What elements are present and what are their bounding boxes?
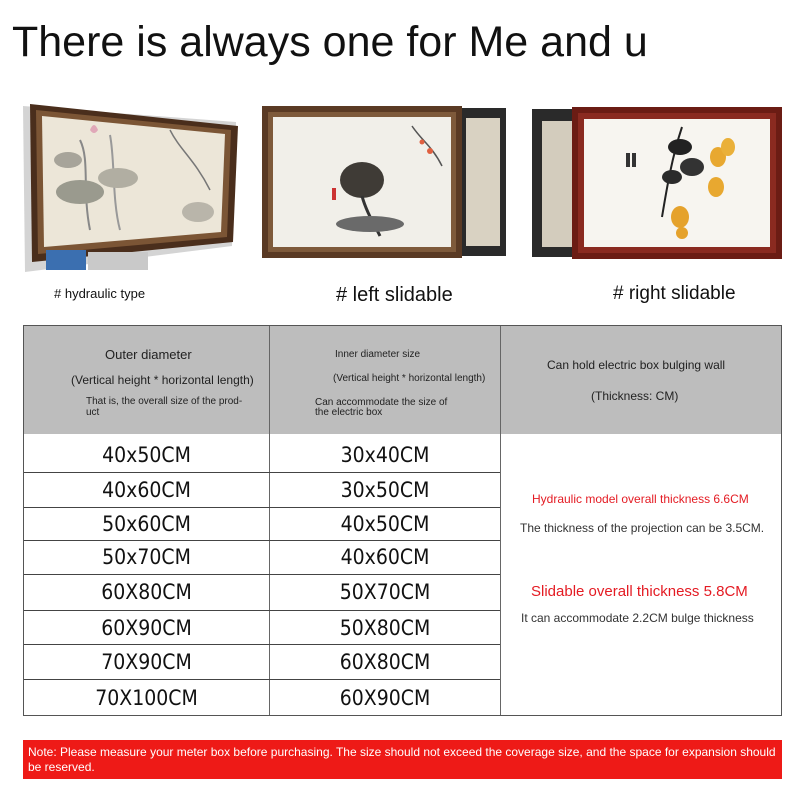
table-row xyxy=(24,611,500,645)
bulge-thickness-note: It can accommodate 2.2CM bulge thickness xyxy=(521,611,754,625)
caption-hydraulic-type: # hydraulic type xyxy=(54,286,146,301)
table-row xyxy=(24,507,500,541)
header-bulge-title: Can hold electric box bulging wall xyxy=(547,358,726,372)
inner-size-cell: 30x40CM xyxy=(340,443,430,467)
header-bulge-subtitle: (Thickness: CM) xyxy=(591,389,679,403)
table-row xyxy=(24,473,500,507)
slidable-thickness-note: Slidable overall thickness 5.8CM xyxy=(531,583,748,600)
header-outer-title: Outer diameter xyxy=(105,347,192,362)
inner-size-cell: 50X70CM xyxy=(339,580,431,604)
table-row xyxy=(24,438,500,472)
table-row xyxy=(24,540,500,574)
left-slidable-frame-image xyxy=(262,106,508,258)
purchase-note-banner: Note: Please measure your meter box before purchasing. The size should not exceed the coverage size, and the space for expansion should be reserved. xyxy=(23,740,782,779)
caption-right-slidable: # right slidable xyxy=(613,283,736,304)
inner-size-cell: 60X80CM xyxy=(339,650,431,674)
outer-size-cell: 70X90CM xyxy=(101,650,192,674)
table-row xyxy=(24,574,500,610)
inner-size-cell: 40x50CM xyxy=(340,512,430,536)
inner-size-cell: 50X80CM xyxy=(339,616,431,640)
header-inner-note-2: the electric box xyxy=(315,407,383,418)
table-row xyxy=(24,680,500,715)
outer-size-cell: 70X100CM xyxy=(95,685,198,710)
header-outer-subtitle: (Vertical height * horizontal length) xyxy=(71,373,254,387)
table-row xyxy=(24,645,500,679)
header-outer-note-2: uct xyxy=(86,407,100,418)
outer-size-cell: 50x70CM xyxy=(102,545,191,569)
hydraulic-frame-image xyxy=(20,100,242,276)
outer-size-cell: 40x60CM xyxy=(102,478,191,502)
header-inner-title: Inner diameter size xyxy=(335,349,421,360)
outer-size-cell: 50x60CM xyxy=(102,512,191,536)
header-inner-note-1: Can accommodate the size of xyxy=(315,397,448,408)
outer-size-cell: 60X90CM xyxy=(101,616,192,640)
size-table xyxy=(23,325,782,716)
header-outer-note-1: That is, the overall size of the prod- xyxy=(86,396,243,407)
inner-size-cell: 60X90CM xyxy=(339,685,431,710)
right-slidable-frame-image xyxy=(532,107,782,259)
caption-left-slidable: # left slidable xyxy=(336,284,453,306)
hydraulic-thickness-note: Hydraulic model overall thickness 6.6CM xyxy=(532,492,749,506)
outer-size-cell: 60X80CM xyxy=(101,580,192,604)
header-inner-subtitle: (Vertical height * horizontal length) xyxy=(333,373,486,384)
column-divider xyxy=(500,326,501,715)
outer-size-cell: 40x50CM xyxy=(102,443,191,467)
inner-size-cell: 30x50CM xyxy=(340,478,430,502)
projection-thickness-note: The thickness of the projection can be 3.5CM. xyxy=(520,521,765,535)
page-title: There is always one for Me and u xyxy=(12,18,648,66)
inner-size-cell: 40x60CM xyxy=(340,545,430,569)
